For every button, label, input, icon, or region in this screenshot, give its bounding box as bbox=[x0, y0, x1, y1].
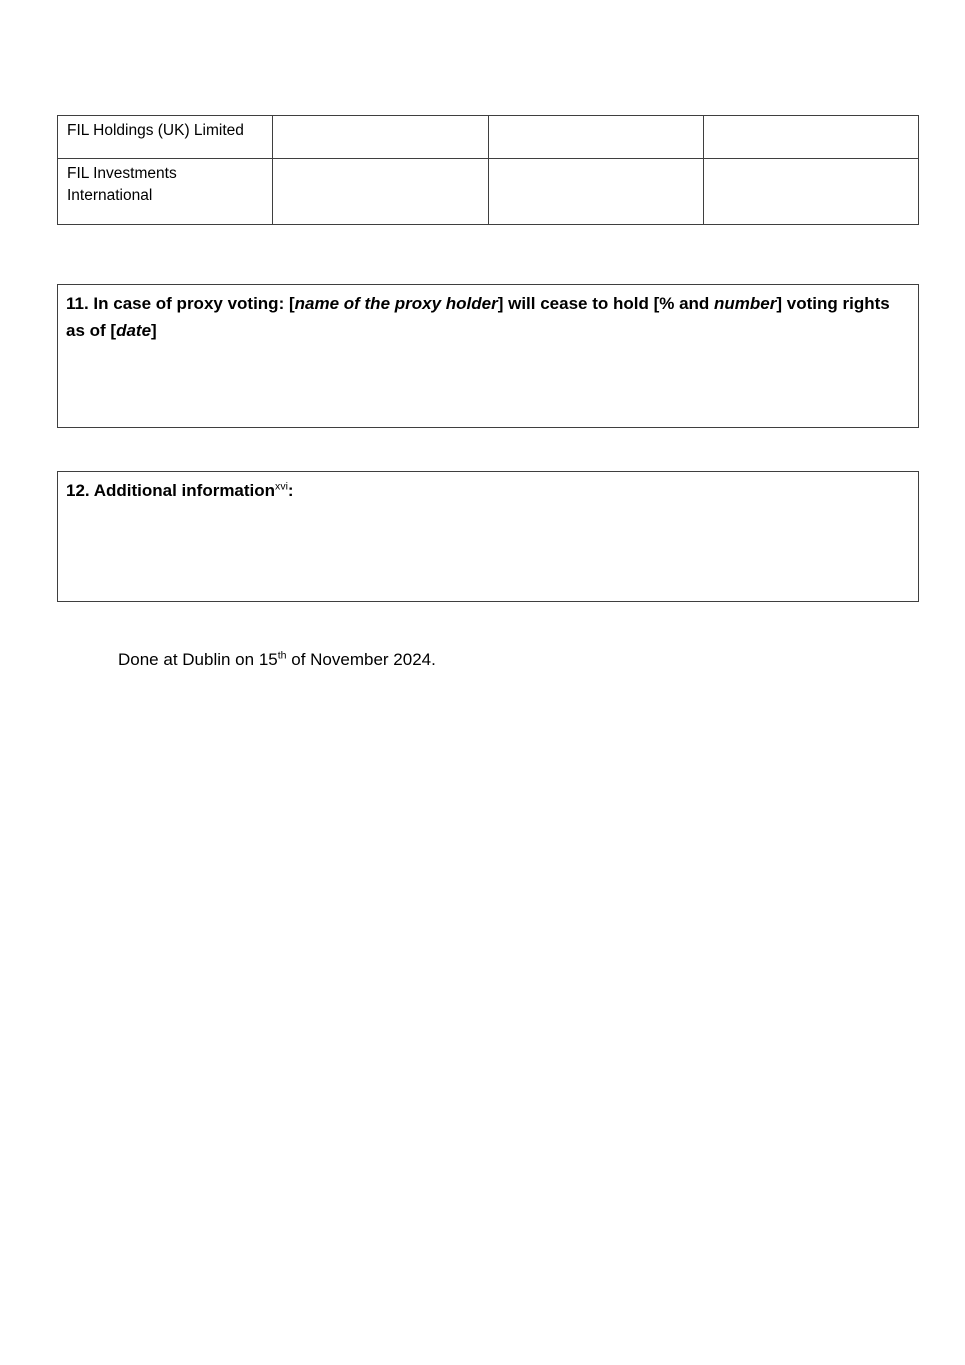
table-row bbox=[58, 116, 919, 159]
table-cell-empty bbox=[703, 116, 918, 159]
section-11-text: 11. In case of proxy voting: [name of the proxy holder] will cease to hold [% and number] voting rights as of [date] bbox=[66, 294, 890, 340]
table-cell-empty bbox=[488, 159, 703, 225]
table-cell-empty bbox=[488, 116, 703, 159]
table-row bbox=[58, 159, 919, 225]
section-12-heading: 12. Additional information$^{xvi}$: bbox=[66, 480, 294, 500]
section-12-additional-information-box bbox=[57, 471, 919, 602]
table-cell-company-name: FIL Investments International bbox=[58, 159, 273, 225]
table-cell-empty bbox=[273, 159, 488, 225]
table-cell-empty bbox=[703, 159, 918, 225]
table-cell-empty bbox=[273, 116, 488, 159]
closing-statement: Done at Dublin on 15th of November 2024. bbox=[118, 649, 436, 669]
table-cell-company-name: FIL Holdings (UK) Limited bbox=[58, 116, 273, 159]
entities-table bbox=[57, 115, 919, 225]
section-11-proxy-voting-box bbox=[57, 284, 919, 428]
